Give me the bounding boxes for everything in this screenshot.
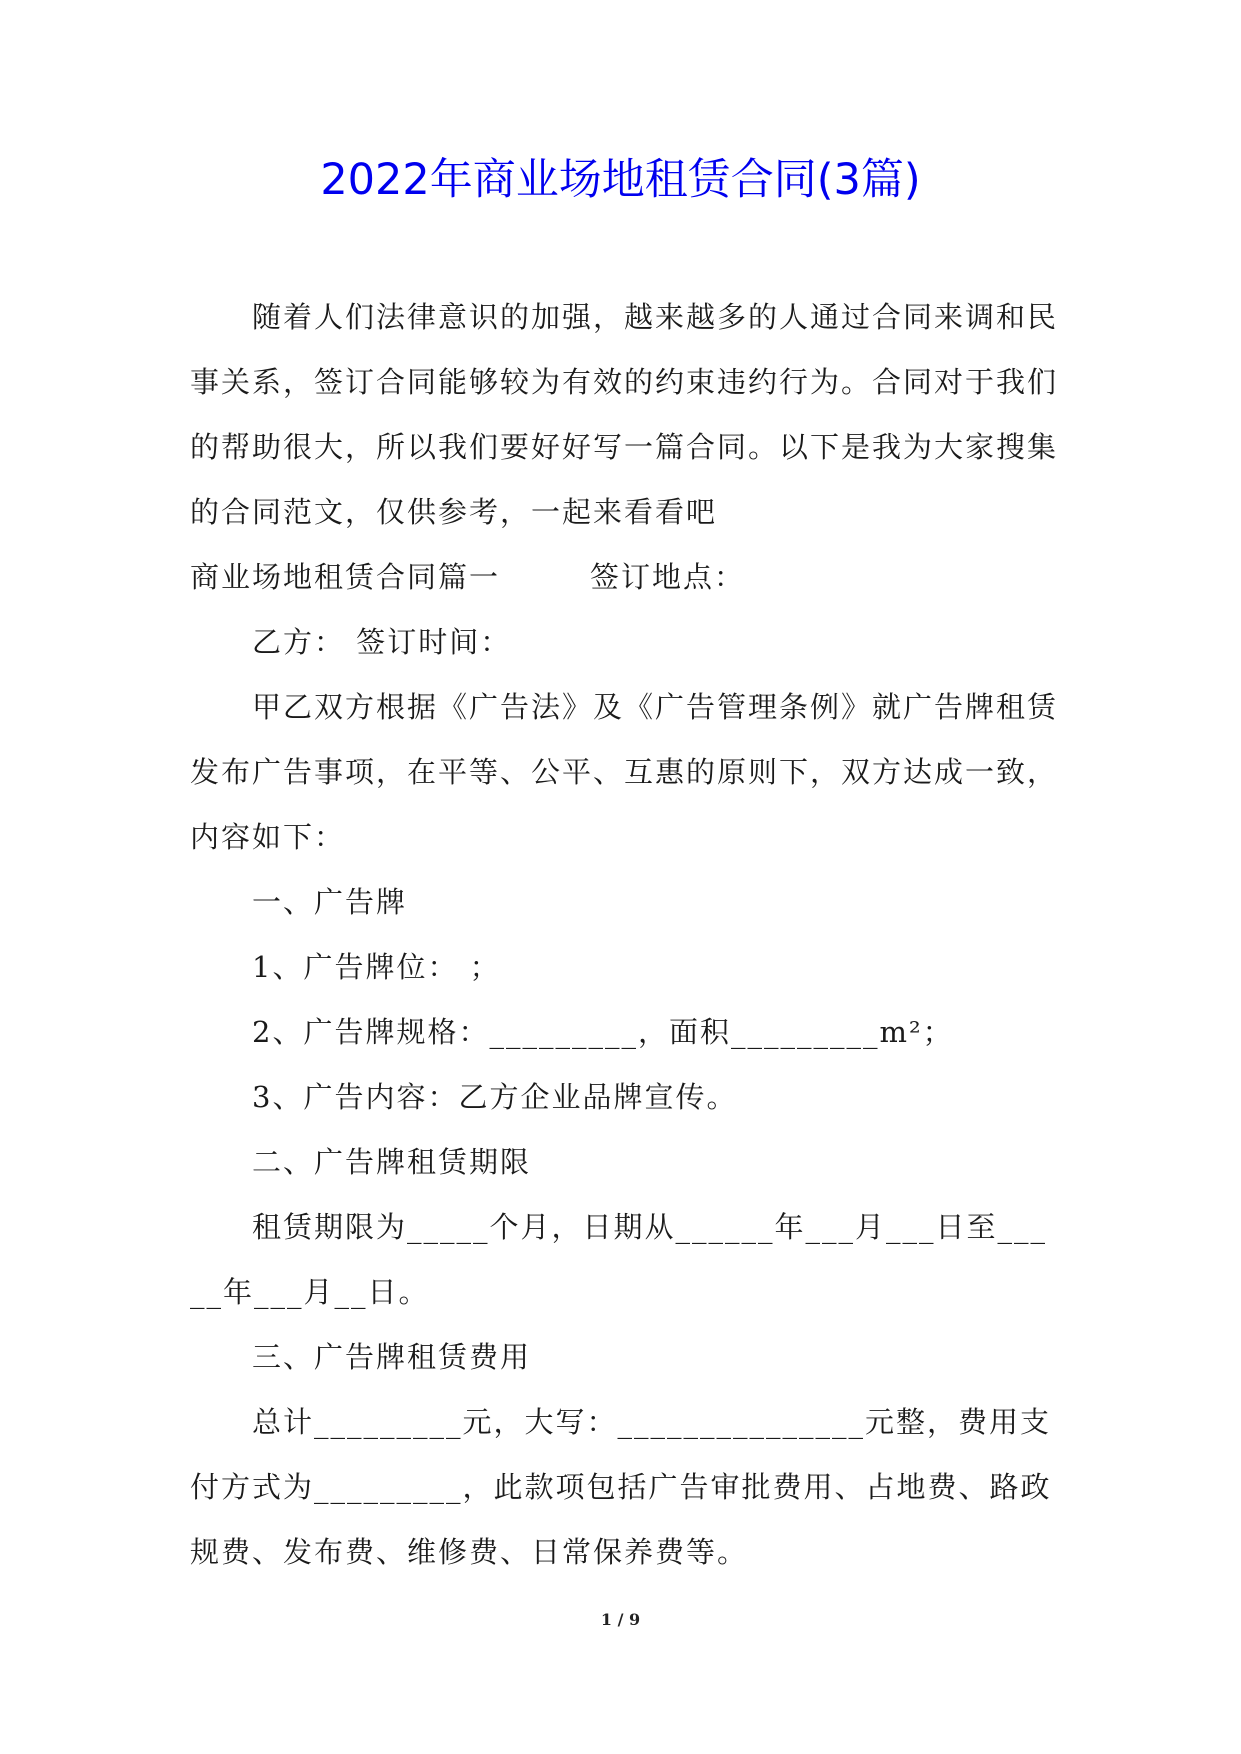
document-body	[190, 285, 1060, 1585]
signing-place-label: 签订地点：	[590, 560, 746, 594]
clause-billboard-size: 2、广告牌规格：_________，面积_________m²；	[252, 1015, 954, 1049]
clause-heading-billboard: 一、广告牌	[252, 885, 408, 919]
section-heading: 商业场地租赁合同篇一	[190, 560, 501, 594]
clause-heading-term: 二、广告牌租赁期限	[252, 1145, 532, 1179]
clause-billboard-location: 1、广告牌位： ；	[252, 950, 501, 984]
agreement-paragraph: 甲乙双方根据《广告法》及《广告管理条例》就广告牌租赁发布广告事项，在平等、公平、互惠的原则下，双方达成一致，内容如下：	[190, 690, 1059, 854]
clause-ad-content: 3、广告内容：乙方企业品牌宣传。	[252, 1080, 738, 1114]
clause-term-detail: 租赁期限为_____个月，日期从______年___月___日至_____年___月__日。	[190, 1210, 1048, 1309]
clause-fees-detail: 总计_________元，大写：_______________元整，费用支付方式为_________，此款项包括广告审批费用、占地费、路政规费、发布费、维修费、日常保养费等。	[190, 1405, 1052, 1569]
clause-heading-fees: 三、广告牌租赁费用	[252, 1340, 532, 1374]
section-heading-line	[190, 545, 1060, 610]
page-number: 1 / 9	[600, 1610, 641, 1629]
party-b-line: 乙方： 签订时间：	[252, 625, 512, 659]
intro-paragraph: 随着人们法律意识的加强，越来越多的人通过合同来调和民事关系，签订合同能够较为有效的约束违约行为。合同对于我们的帮助很大，所以我们要好好写一篇合同。以下是我为大家搜集的合同范文，仅供参考，一起来看看吧	[190, 300, 1059, 529]
document-title: 2022年商业场地租赁合同(3篇)	[320, 155, 921, 205]
